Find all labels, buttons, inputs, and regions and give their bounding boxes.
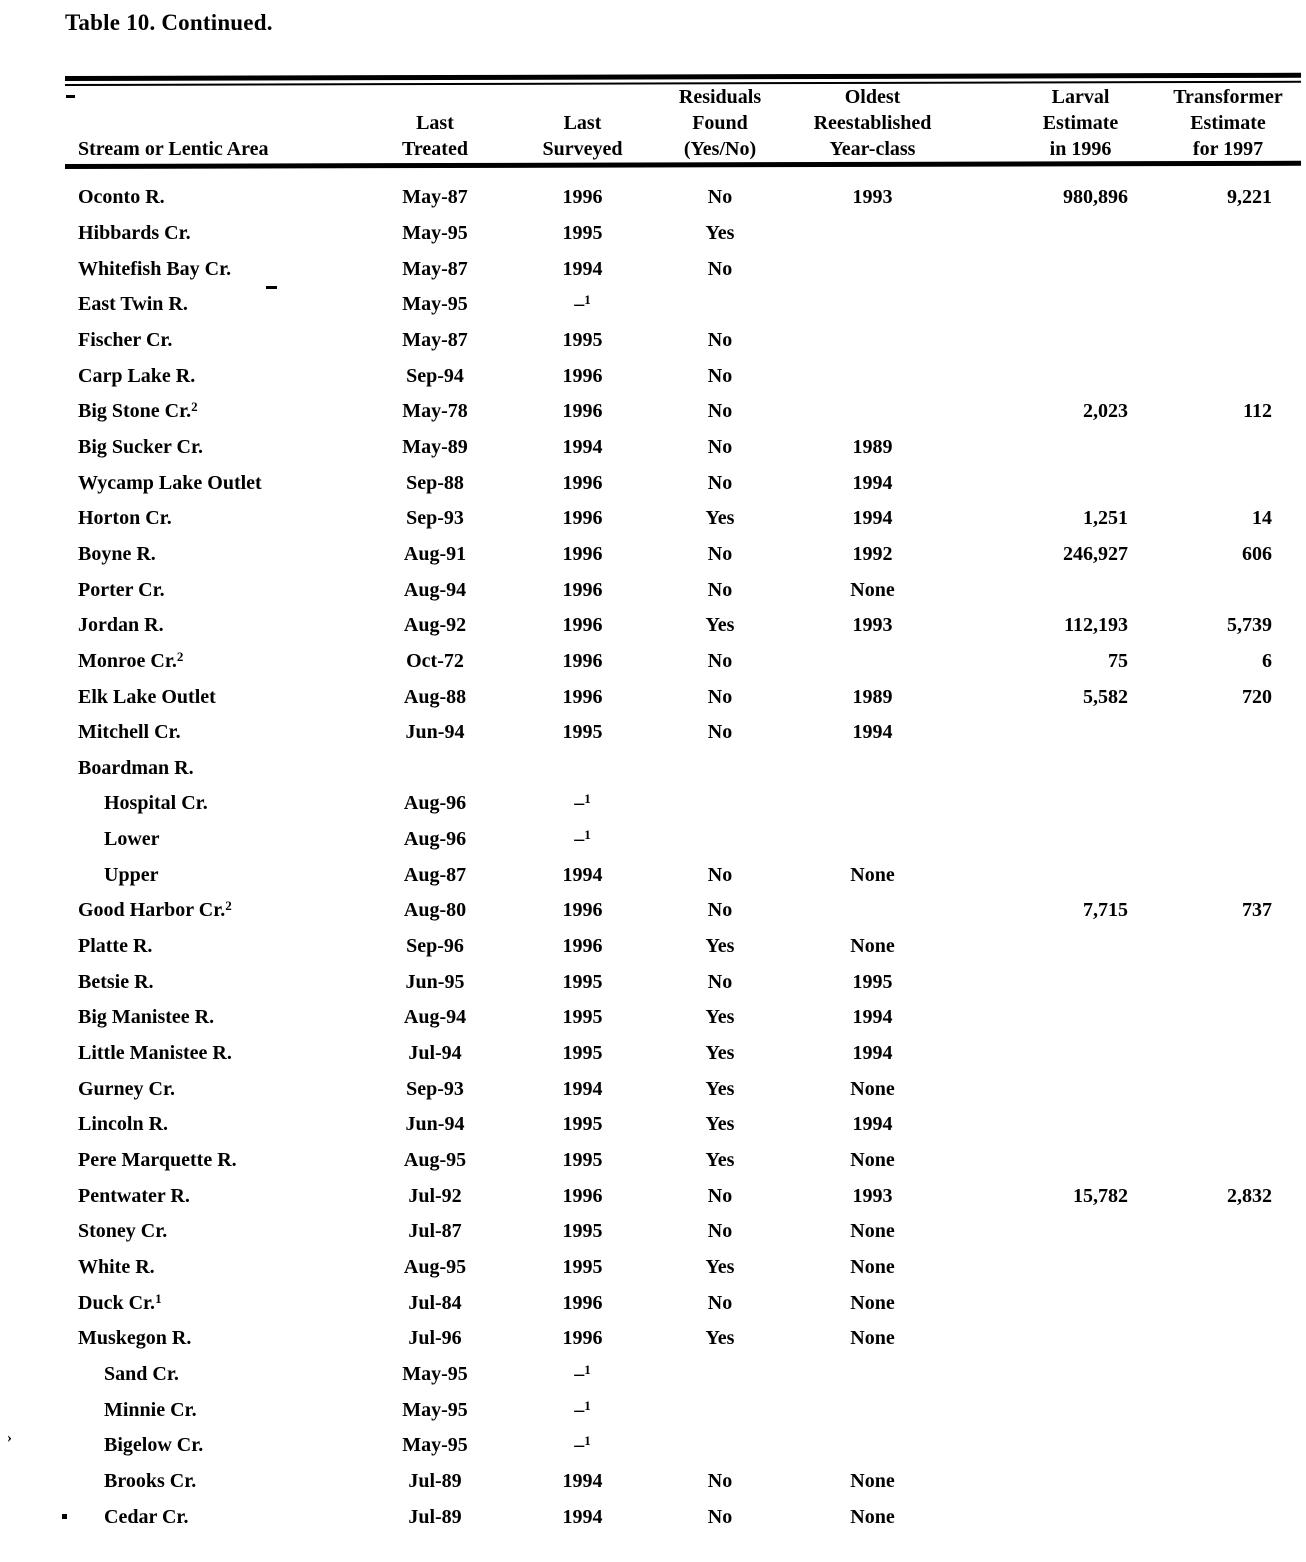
column-header-line: Found	[692, 112, 748, 134]
cell-larval_1996: 75	[1108, 649, 1128, 672]
footnote-marker: 1	[584, 1361, 591, 1377]
cell-surveyed: 1994	[562, 1469, 603, 1492]
cell-treated: Aug-96	[403, 792, 467, 815]
cell-year_class: 1989	[852, 435, 893, 458]
cell-surveyed: 1994	[562, 863, 603, 886]
cell-surveyed: –$^1$	[574, 791, 591, 815]
cell-year_class: 1994	[852, 1006, 893, 1029]
footnote-marker: 2	[191, 399, 198, 415]
cell-surveyed: –$^1$	[574, 1433, 591, 1457]
cell-transformer_1997: 720	[1242, 685, 1272, 708]
cell-treated: May-87	[402, 257, 468, 280]
table-row	[65, 1357, 1300, 1393]
cell-year_class: None	[850, 1505, 895, 1528]
cell-treated: Jul-89	[408, 1469, 462, 1492]
table-row	[65, 1321, 1300, 1357]
table-row	[65, 1285, 1300, 1321]
cell-surveyed: 1996	[562, 614, 603, 637]
cell-treated: Jul-84	[408, 1291, 462, 1314]
cell-year_class: None	[850, 1149, 895, 1172]
cell-surveyed: 1996	[562, 899, 603, 922]
column-header-line: Estimate	[1042, 112, 1119, 134]
cell-year_class: None	[850, 578, 895, 601]
footnote-marker: 1	[584, 1433, 591, 1449]
cell-surveyed: 1995	[562, 1220, 603, 1243]
cell-transformer_1997: 6	[1262, 649, 1272, 672]
table-row	[65, 1499, 1300, 1535]
cell-name: Wycamp Lake Outlet	[78, 471, 262, 494]
column-header-line: Last	[563, 112, 602, 134]
cell-treated: Jul-89	[408, 1505, 462, 1528]
cell-treated: Aug-92	[403, 614, 467, 637]
cell-treated: Aug-88	[403, 685, 467, 708]
table-row	[65, 251, 1300, 287]
cell-residuals: Yes	[705, 1113, 735, 1136]
cell-year_class: 1994	[852, 1042, 893, 1065]
column-header-oldest-yearclass	[780, 82, 965, 162]
cell-name: Boyne R.	[78, 542, 156, 565]
table-row	[65, 394, 1300, 430]
cell-surveyed: 1996	[562, 471, 603, 494]
cell-year_class: None	[850, 863, 895, 886]
table-row	[65, 751, 1300, 787]
cell-treated: Jul-87	[408, 1220, 462, 1243]
footnote-marker: 2	[176, 648, 184, 664]
cell-treated: Jul-92	[408, 1184, 462, 1207]
table-row	[65, 572, 1300, 608]
cell-treated: May-95	[402, 221, 468, 244]
column-header-line: in 1996	[1049, 138, 1112, 160]
cell-treated: Oct-72	[406, 649, 464, 672]
column-header-line: Treated	[402, 138, 468, 160]
cell-year_class: None	[850, 935, 895, 958]
cell-year_class: 1992	[852, 542, 893, 565]
cell-surveyed: 1996	[562, 542, 603, 565]
footnote-marker: 1	[155, 1290, 162, 1306]
cell-year_class: 1993	[852, 186, 893, 209]
cell-treated: Jun-94	[405, 1113, 465, 1136]
table-row	[65, 715, 1300, 751]
cell-surveyed: 1994	[562, 257, 603, 280]
cell-name: Platte R.	[78, 935, 153, 958]
cell-treated: May-95	[402, 1434, 468, 1457]
cell-name: Muskegon R.	[78, 1327, 192, 1350]
cell-surveyed: 1996	[562, 1291, 603, 1314]
cell-residuals: No	[707, 1291, 733, 1314]
cell-treated: May-87	[402, 328, 468, 351]
scan-artifact	[62, 1514, 67, 1519]
cell-name: Boardman R.	[78, 756, 194, 779]
cell-residuals: No	[707, 970, 733, 993]
column-header-line: Stream or Lentic Area	[78, 138, 269, 160]
cell-treated: Sep-88	[406, 471, 464, 494]
cell-year_class: None	[850, 1469, 895, 1492]
cell-treated: Aug-96	[403, 828, 467, 851]
cell-name: Gurney Cr.	[78, 1077, 176, 1100]
column-header-line: Residuals	[678, 86, 762, 108]
cell-surveyed: 1996	[562, 649, 603, 672]
cell-name: Porter Cr.	[78, 578, 165, 601]
cell-name: Stoney Cr.	[78, 1220, 168, 1243]
cell-treated: Aug-94	[403, 1006, 467, 1029]
column-header-line: for 1997	[1192, 138, 1264, 160]
table-row	[65, 786, 1300, 822]
cell-larval_1996: 246,927	[1063, 542, 1128, 565]
column-header-transformer-estimate	[1128, 82, 1283, 162]
column-header-line: Year-class	[829, 138, 916, 160]
cell-name: Big Manistee R.	[78, 1006, 215, 1029]
column-header-line: Surveyed	[542, 138, 623, 160]
cell-surveyed: 1995	[562, 1042, 603, 1065]
column-header-last-treated	[365, 82, 505, 162]
footnote-marker: 2	[225, 898, 232, 914]
cell-transformer_1997: 737	[1242, 899, 1272, 922]
column-header-stream	[65, 82, 365, 162]
table-top-rule	[65, 73, 1301, 81]
cell-surveyed: 1996	[562, 507, 603, 530]
cell-name: East Twin R.	[78, 293, 188, 316]
cell-treated: Jul-94	[408, 1042, 462, 1065]
table-row	[65, 857, 1300, 893]
cell-year_class: 1993	[852, 1184, 893, 1207]
cell-transformer_1997: 606	[1242, 542, 1272, 565]
cell-name: Good Harbor Cr.$^2$	[78, 898, 232, 922]
scan-artifact	[66, 95, 75, 98]
cell-residuals: Yes	[705, 1327, 735, 1350]
cell-residuals: Yes	[705, 1256, 735, 1279]
column-header-line: Last	[416, 112, 454, 134]
cell-surveyed: 1996	[562, 685, 603, 708]
cell-residuals: No	[707, 685, 733, 708]
cell-surveyed: 1995	[562, 1006, 603, 1029]
cell-treated: Aug-94	[403, 578, 467, 601]
cell-year_class: 1994	[852, 471, 893, 494]
cell-treated: May-87	[402, 186, 468, 209]
cell-year_class: None	[850, 1077, 895, 1100]
column-header-line: Reestablished	[813, 112, 932, 134]
cell-residuals: No	[707, 471, 733, 494]
table-row	[65, 1143, 1300, 1179]
table-row	[65, 287, 1300, 323]
cell-name: Fischer Cr.	[78, 328, 173, 351]
cell-treated: Sep-94	[406, 364, 464, 387]
cell-larval_1996: 15,782	[1073, 1184, 1128, 1207]
cell-surveyed: –$^1$	[574, 1397, 591, 1421]
cell-residuals: No	[707, 186, 733, 209]
cell-transformer_1997: 9,221	[1227, 186, 1272, 209]
footnote-marker: 1	[584, 1397, 591, 1413]
cell-name: Monroe Cr.$^2$	[78, 648, 184, 672]
cell-surveyed: 1995	[562, 328, 603, 351]
table-row	[65, 644, 1300, 680]
column-header-line: Transformer	[1173, 86, 1283, 108]
cell-treated: May-95	[402, 293, 468, 316]
table-row	[65, 679, 1300, 715]
scan-artifact	[266, 286, 277, 289]
cell-residuals: Yes	[705, 935, 735, 958]
cell-residuals: Yes	[705, 1042, 735, 1065]
cell-surveyed: 1994	[562, 1505, 603, 1528]
cell-treated: May-78	[402, 400, 468, 423]
cell-surveyed: 1995	[562, 721, 603, 744]
cell-year_class: None	[850, 1220, 895, 1243]
cell-name: Pentwater R.	[78, 1184, 190, 1207]
table-row	[65, 180, 1300, 216]
column-header-larval-estimate	[965, 82, 1128, 162]
table-row	[65, 1036, 1300, 1072]
table-row	[65, 430, 1300, 466]
cell-residuals: Yes	[705, 614, 735, 637]
page-title: Table 10. Continued.	[65, 10, 273, 35]
cell-treated: Sep-93	[406, 507, 464, 530]
table-row	[65, 822, 1300, 858]
footnote-marker: 1	[584, 827, 591, 843]
cell-residuals: No	[707, 863, 733, 886]
cell-larval_1996: 2,023	[1083, 400, 1128, 423]
cell-surveyed: 1996	[562, 935, 603, 958]
cell-residuals: Yes	[705, 1077, 735, 1100]
table-row	[65, 1000, 1300, 1036]
cell-surveyed: 1994	[562, 1077, 603, 1100]
cell-name: Lower	[104, 828, 160, 851]
cell-treated: May-95	[402, 1398, 468, 1421]
cell-surveyed: 1995	[562, 1149, 603, 1172]
column-header-line: (Yes/No)	[683, 138, 757, 160]
cell-residuals: No	[707, 435, 733, 458]
cell-treated: Aug-95	[403, 1149, 467, 1172]
cell-name: Brooks Cr.	[104, 1469, 197, 1492]
column-header-line: Larval	[1051, 86, 1110, 108]
table-row	[65, 1214, 1300, 1250]
table-row	[65, 893, 1300, 929]
column-header-residuals-found	[660, 82, 780, 162]
cell-residuals: No	[707, 1505, 733, 1528]
table-row	[65, 1250, 1300, 1286]
table-row	[65, 358, 1300, 394]
cell-year_class: 1994	[852, 721, 893, 744]
cell-name: Carp Lake R.	[78, 364, 196, 387]
column-header-line: Oldest	[844, 86, 901, 108]
table-row	[65, 1392, 1300, 1428]
cell-treated: May-89	[402, 435, 468, 458]
cell-name: Little Manistee R.	[78, 1042, 232, 1065]
cell-residuals: No	[707, 1184, 733, 1207]
cell-larval_1996: 7,715	[1083, 899, 1128, 922]
cell-year_class: 1994	[852, 1113, 893, 1136]
column-header-line: Estimate	[1190, 112, 1266, 134]
cell-surveyed: 1995	[562, 221, 603, 244]
cell-treated: Aug-95	[403, 1256, 467, 1279]
cell-name: Big Sucker Cr.	[78, 435, 204, 458]
cell-surveyed: 1996	[562, 400, 603, 423]
cell-larval_1996: 112,193	[1064, 614, 1128, 637]
cell-transformer_1997: 112	[1243, 400, 1272, 423]
cell-treated: Sep-93	[406, 1077, 464, 1100]
cell-surveyed: 1996	[562, 364, 603, 387]
table-row	[65, 501, 1300, 537]
cell-residuals: No	[707, 1469, 733, 1492]
cell-name: Lincoln R.	[78, 1113, 169, 1136]
cell-name: Sand Cr.	[104, 1362, 179, 1385]
cell-surveyed: 1994	[562, 435, 603, 458]
cell-treated: Jul-96	[408, 1327, 462, 1350]
cell-name: Whitefish Bay Cr.	[78, 257, 232, 280]
footnote-marker: 1	[584, 791, 591, 807]
cell-treated: Jun-94	[405, 721, 465, 744]
cell-surveyed: 1996	[562, 1327, 603, 1350]
cell-residuals: No	[707, 1220, 733, 1243]
cell-treated: Aug-80	[403, 899, 467, 922]
cell-residuals: Yes	[705, 221, 735, 244]
cell-year_class: None	[850, 1256, 895, 1279]
cell-name: Jordan R.	[78, 614, 164, 637]
table-row	[65, 1464, 1300, 1500]
cell-residuals: Yes	[705, 1006, 735, 1029]
cell-transformer_1997: 5,739	[1227, 614, 1272, 637]
cell-surveyed: –$^1$	[574, 1361, 591, 1385]
cell-year_class: None	[850, 1327, 895, 1350]
cell-name: Mitchell Cr.	[78, 721, 181, 744]
cell-name: Cedar Cr.	[104, 1505, 189, 1528]
table-row	[65, 216, 1300, 252]
cell-transformer_1997: 2,832	[1227, 1184, 1272, 1207]
cell-treated: Aug-87	[403, 863, 467, 886]
table-row	[65, 465, 1300, 501]
cell-residuals: No	[707, 578, 733, 601]
table-row	[65, 1178, 1300, 1214]
cell-year_class: 1989	[852, 685, 893, 708]
cell-name: Duck Cr.$^1$	[78, 1290, 162, 1314]
cell-name: Minnie Cr.	[104, 1398, 197, 1421]
cell-residuals: Yes	[705, 507, 735, 530]
table-row	[65, 608, 1300, 644]
cell-larval_1996: 5,582	[1083, 685, 1128, 708]
cell-surveyed: 1995	[562, 1256, 603, 1279]
cell-surveyed: –$^1$	[574, 292, 591, 316]
cell-surveyed: –$^1$	[574, 827, 591, 851]
cell-residuals: No	[707, 257, 733, 280]
table-row	[65, 929, 1300, 965]
cell-name: Horton Cr.	[78, 507, 172, 530]
cell-residuals: No	[707, 649, 733, 672]
scan-artifact: ›	[7, 1430, 12, 1446]
cell-residuals: No	[707, 542, 733, 565]
cell-treated: Jun-95	[405, 970, 465, 993]
cell-residuals: No	[707, 899, 733, 922]
cell-name: White R.	[78, 1256, 155, 1279]
cell-treated: May-95	[402, 1362, 468, 1385]
table-header-row	[65, 82, 1300, 162]
cell-name: Hospital Cr.	[104, 792, 208, 815]
cell-treated: Aug-91	[403, 542, 467, 565]
cell-year_class: 1993	[852, 614, 893, 637]
column-header-last-surveyed	[505, 82, 660, 162]
cell-name: Pere Marquette R.	[78, 1149, 237, 1172]
cell-year_class: 1995	[852, 970, 893, 993]
table-row	[65, 964, 1300, 1000]
table-row	[65, 1071, 1300, 1107]
cell-residuals: No	[707, 400, 733, 423]
cell-name: Betsie R.	[78, 970, 154, 993]
cell-larval_1996: 980,896	[1063, 186, 1128, 209]
table-body	[65, 180, 1300, 1535]
cell-surveyed: 1996	[562, 1184, 603, 1207]
cell-treated: Sep-96	[406, 935, 464, 958]
footnote-marker: 1	[584, 292, 591, 308]
cell-year_class: 1994	[852, 507, 893, 530]
cell-name: Bigelow Cr.	[104, 1434, 204, 1457]
table-row	[65, 1107, 1300, 1143]
cell-surveyed: 1995	[562, 1113, 603, 1136]
cell-residuals: No	[707, 328, 733, 351]
table-row	[65, 323, 1300, 359]
cell-surveyed: 1995	[562, 970, 603, 993]
cell-year_class: None	[850, 1291, 895, 1314]
cell-name: Oconto R.	[78, 186, 165, 209]
cell-name: Upper	[104, 863, 159, 886]
cell-residuals: No	[707, 364, 733, 387]
cell-name: Hibbards Cr.	[78, 221, 191, 244]
cell-surveyed: 1996	[562, 578, 603, 601]
table-row	[65, 537, 1300, 573]
cell-residuals: No	[707, 721, 733, 744]
cell-name: Big Stone Cr.$^2$	[78, 399, 198, 423]
cell-residuals: Yes	[705, 1149, 735, 1172]
cell-name: Elk Lake Outlet	[78, 685, 216, 708]
cell-transformer_1997: 14	[1252, 507, 1272, 530]
cell-larval_1996: 1,251	[1083, 507, 1128, 530]
cell-surveyed: 1996	[562, 186, 603, 209]
table-row	[65, 1428, 1300, 1464]
